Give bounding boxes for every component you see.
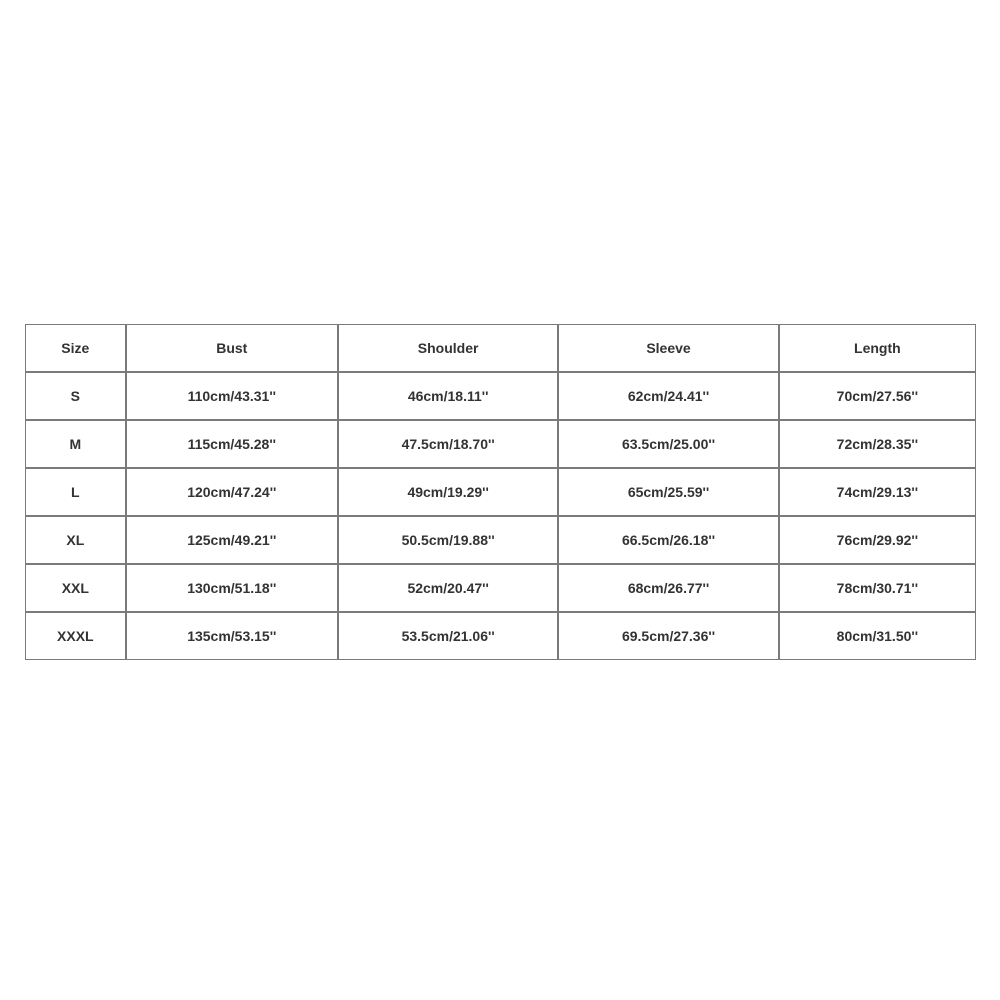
sleeve-cell: 63.5cm/25.00'' [558, 420, 778, 468]
header-cell-bust: Bust [126, 324, 338, 372]
header-cell-shoulder: Shoulder [338, 324, 558, 372]
bust-cell: 125cm/49.21'' [126, 516, 338, 564]
bust-cell: 115cm/45.28'' [126, 420, 338, 468]
size-cell: L [25, 468, 126, 516]
table-row [25, 468, 976, 516]
size-cell: M [25, 420, 126, 468]
size-cell: S [25, 372, 126, 420]
size-cell: XXL [25, 564, 126, 612]
length-cell: 72cm/28.35'' [779, 420, 976, 468]
bust-cell: 130cm/51.18'' [126, 564, 338, 612]
header-cell-size: Size [25, 324, 126, 372]
sleeve-cell: 68cm/26.77'' [558, 564, 778, 612]
header-row [25, 324, 976, 372]
shoulder-cell: 47.5cm/18.70'' [338, 420, 558, 468]
shoulder-cell: 50.5cm/19.88'' [338, 516, 558, 564]
bust-cell: 110cm/43.31'' [126, 372, 338, 420]
header-cell-sleeve: Sleeve [558, 324, 778, 372]
size-chart-table [25, 324, 976, 660]
table-row [25, 564, 976, 612]
shoulder-cell: 52cm/20.47'' [338, 564, 558, 612]
table-row [25, 372, 976, 420]
table-row [25, 516, 976, 564]
length-cell: 78cm/30.71'' [779, 564, 976, 612]
sleeve-cell: 66.5cm/26.18'' [558, 516, 778, 564]
shoulder-cell: 46cm/18.11'' [338, 372, 558, 420]
length-cell: 76cm/29.92'' [779, 516, 976, 564]
sleeve-cell: 62cm/24.41'' [558, 372, 778, 420]
length-cell: 74cm/29.13'' [779, 468, 976, 516]
shoulder-cell: 49cm/19.29'' [338, 468, 558, 516]
sleeve-cell: 69.5cm/27.36'' [558, 612, 778, 660]
size-cell: XL [25, 516, 126, 564]
header-cell-length: Length [779, 324, 976, 372]
bust-cell: 135cm/53.15'' [126, 612, 338, 660]
table-row [25, 612, 976, 660]
sleeve-cell: 65cm/25.59'' [558, 468, 778, 516]
size-cell: XXXL [25, 612, 126, 660]
shoulder-cell: 53.5cm/21.06'' [338, 612, 558, 660]
length-cell: 80cm/31.50'' [779, 612, 976, 660]
table-row [25, 420, 976, 468]
bust-cell: 120cm/47.24'' [126, 468, 338, 516]
length-cell: 70cm/27.56'' [779, 372, 976, 420]
